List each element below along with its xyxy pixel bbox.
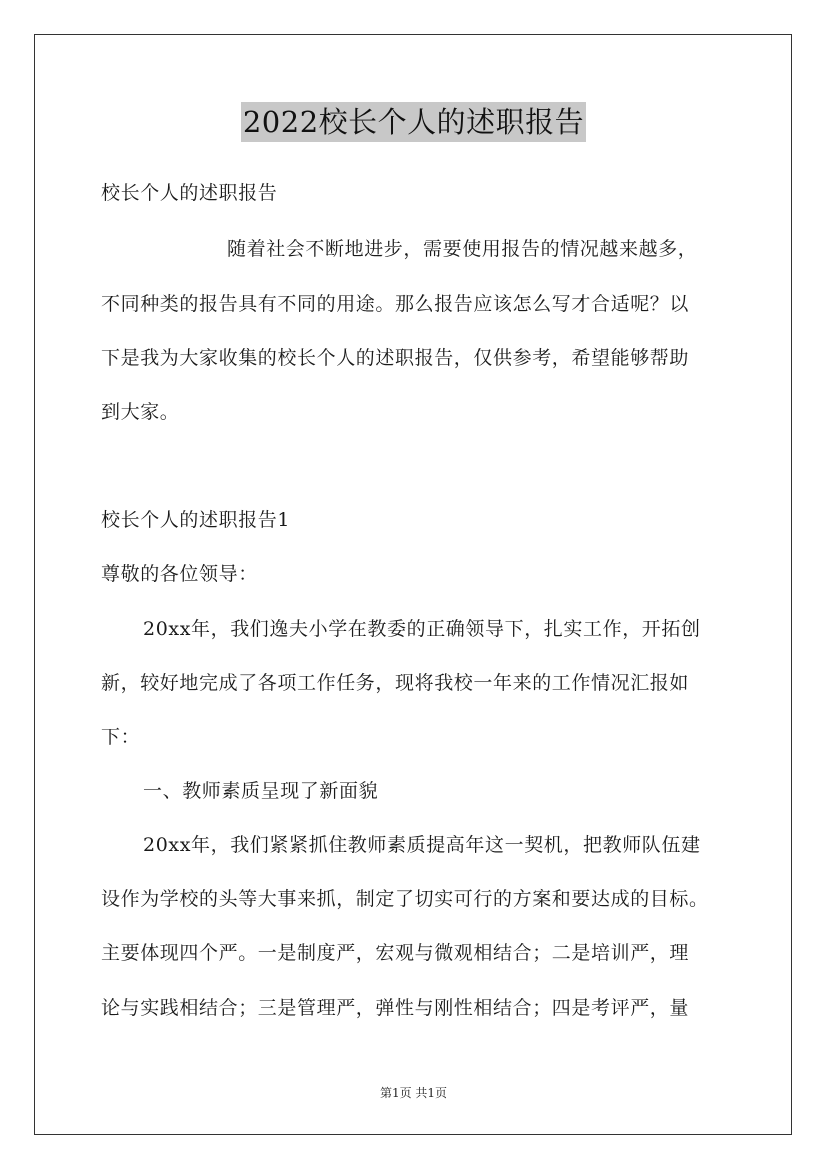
paragraph-line: 设作为学校的头等大事来抓，制定了切实可行的方案和要达成的目标。	[101, 888, 709, 910]
paragraph-line: 随着社会不断地进步，需要使用报告的情况越来越多，	[227, 238, 698, 260]
paragraph-line: 主要体现四个严。一是制度严，宏观与微观相结合；二是培训严，理	[101, 942, 690, 964]
page-number: 第1页 共1页	[379, 1086, 448, 1100]
paragraph-line: 20xx年，我们逸夫小学在教委的正确领导下，扎实工作，开拓创	[143, 618, 701, 640]
paragraph-line: 到大家。	[101, 401, 180, 423]
paragraph-line: 新，较好地完成了各项工作任务，现将我校一年来的工作情况汇报如	[101, 672, 690, 694]
paragraph-line: 论与实践相结合；三是管理严，弹性与刚性相结合；四是考评严，量	[101, 997, 690, 1019]
subsection-heading: 一、教师素质呈现了新面貌	[143, 780, 379, 802]
paragraph-line: 下：	[101, 726, 141, 748]
document-subtitle: 校长个人的述职报告	[101, 182, 278, 204]
salutation: 尊敬的各位领导：	[101, 563, 258, 585]
paragraph-line: 不同种类的报告具有不同的用途。那么报告应该怎么写才合适呢？以	[101, 293, 690, 315]
paragraph-line: 下是我为大家收集的校长个人的述职报告，仅供参考，希望能够帮助	[101, 347, 690, 369]
paragraph-line: 20xx年，我们紧紧抓住教师素质提高年这一契机，把教师队伍建	[143, 834, 701, 856]
document-title: 2022校长个人的述职报告	[241, 102, 586, 142]
title-container	[0, 102, 827, 142]
section-heading: 校长个人的述职报告1	[101, 509, 291, 531]
